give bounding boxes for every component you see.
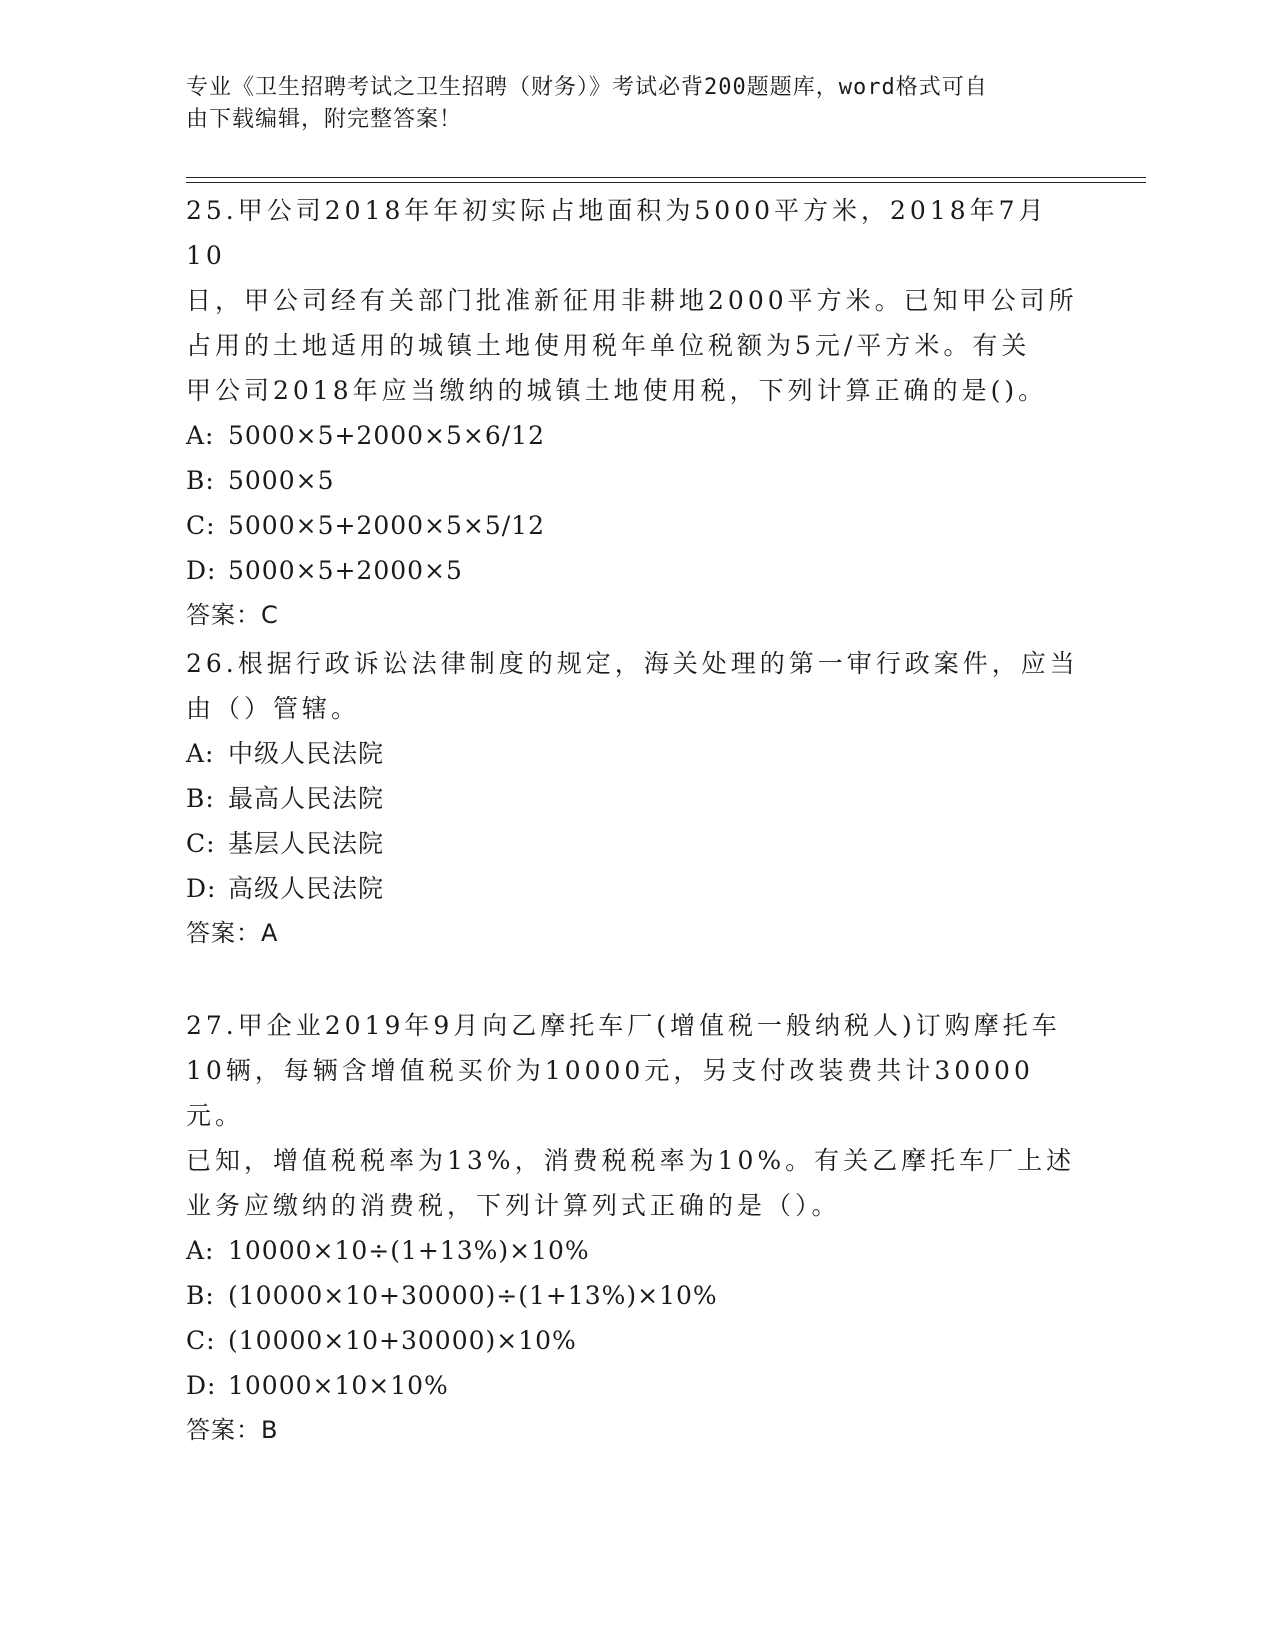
option-text: (10000×10+30000)÷(1+13%)×10% xyxy=(228,1281,718,1310)
option-d xyxy=(186,1363,1086,1408)
option-b xyxy=(186,776,1086,821)
option-text: 10000×10×10% xyxy=(228,1371,449,1400)
option-text: 5000×5 xyxy=(228,466,335,495)
header-line-2: 由下载编辑，附完整答案！ xyxy=(186,107,463,132)
option-d xyxy=(186,548,1086,593)
question-stem-line: 业务应缴纳的消费税，下列计算列式正确的是（）。 xyxy=(186,1191,841,1220)
question-stem-line: 占用的土地适用的城镇土地使用税年单位税额为5元/平方米。有关 xyxy=(186,331,1031,360)
answer-line: 答案：C xyxy=(186,601,279,629)
option-text: 5000×5+2000×5×5/12 xyxy=(228,511,545,540)
question-stem-line: 日，甲公司经有关部门批准新征用非耕地2000平方米。已知甲公司所 xyxy=(186,286,1078,315)
question-26 xyxy=(186,641,1086,956)
question-stem-line: 由（）管辖。 xyxy=(186,694,361,723)
header-rule-bottom xyxy=(186,182,1146,183)
option-letter: B: xyxy=(186,466,215,495)
question-stem-line: 25.甲公司2018年年初实际占地面积为5000平方米，2018年7月10 xyxy=(186,196,1048,270)
answer-line: 答案：A xyxy=(186,919,279,947)
option-a xyxy=(186,1228,1086,1273)
question-stem-line: 甲公司2018年应当缴纳的城镇土地使用税，下列计算正确的是()。 xyxy=(186,376,1048,405)
option-letter: A: xyxy=(186,421,215,450)
option-letter: A: xyxy=(186,739,215,768)
option-text: 最高人民法院 xyxy=(228,784,385,813)
option-letter: B: xyxy=(186,1281,215,1310)
question-27 xyxy=(186,1003,1086,1453)
option-text: (10000×10+30000)×10% xyxy=(228,1326,577,1355)
option-a xyxy=(186,413,1086,458)
option-text: 5000×5+2000×5×6/12 xyxy=(228,421,545,450)
option-letter: D: xyxy=(186,556,217,585)
option-c xyxy=(186,1318,1086,1363)
answer-line: 答案：B xyxy=(186,1416,279,1444)
option-text: 基层人民法院 xyxy=(228,829,385,858)
question-stem-line: 27.甲企业2019年9月向乙摩托车厂(增值税一般纳税人)订购摩托车 xyxy=(186,1011,1061,1040)
option-text: 5000×5+2000×5 xyxy=(228,556,463,585)
option-c xyxy=(186,503,1086,548)
question-stem-line: 10辆，每辆含增值税买价为10000元，另支付改装费共计30000元。 xyxy=(186,1056,1034,1130)
option-letter: B: xyxy=(186,784,215,813)
option-letter: D: xyxy=(186,874,217,903)
option-text: 10000×10÷(1+13%)×10% xyxy=(228,1236,590,1265)
option-b xyxy=(186,458,1086,503)
option-text: 高级人民法院 xyxy=(228,874,385,903)
option-b xyxy=(186,1273,1086,1318)
question-stem-line: 已知，增值税税率为13%，消费税税率为10%。有关乙摩托车厂上述 xyxy=(186,1146,1076,1175)
option-letter: C: xyxy=(186,829,216,858)
document-header xyxy=(186,72,1066,136)
option-a xyxy=(186,731,1086,776)
option-letter: C: xyxy=(186,511,216,540)
header-rule-top xyxy=(186,177,1146,178)
option-letter: A: xyxy=(186,1236,215,1265)
option-c xyxy=(186,821,1086,866)
option-letter: C: xyxy=(186,1326,216,1355)
option-text: 中级人民法院 xyxy=(228,739,385,768)
question-stem-line: 26.根据行政诉讼法律制度的规定，海关处理的第一审行政案件，应当 xyxy=(186,649,1079,678)
header-line-1: 专业《卫生招聘考试之卫生招聘（财务）》考试必背200题题库，word格式可自 xyxy=(186,75,988,100)
question-25 xyxy=(186,188,1086,638)
option-d xyxy=(186,866,1086,911)
option-letter: D: xyxy=(186,1371,217,1400)
